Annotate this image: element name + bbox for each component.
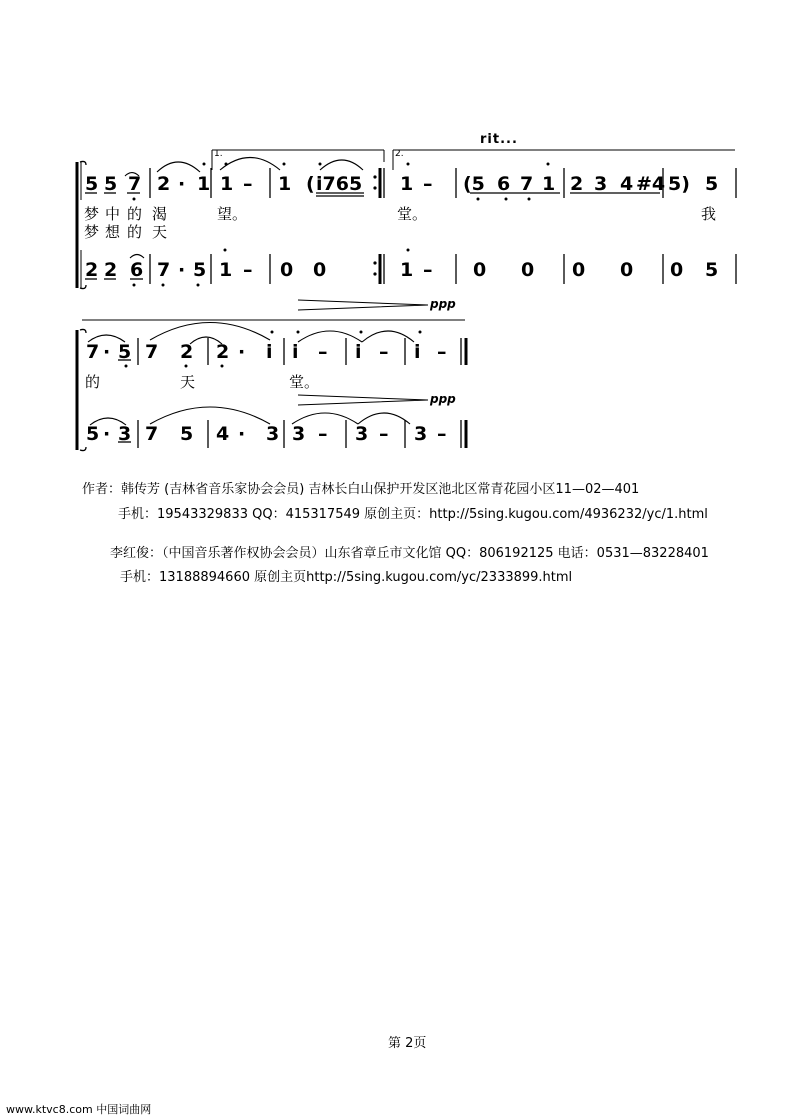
- note-dash: –: [437, 341, 447, 363]
- note: 0: [313, 259, 327, 281]
- note: i: [292, 341, 299, 363]
- note: 5: [193, 259, 207, 281]
- note: 5: [705, 173, 719, 195]
- watermark: www.ktvc8.com 中国词曲网: [6, 1103, 152, 1116]
- note-dash: –: [318, 423, 328, 445]
- note-dot: ·: [103, 341, 111, 363]
- note: 3: [355, 423, 369, 445]
- lyric: 的: [127, 205, 143, 223]
- note: 7: [145, 423, 159, 445]
- note: 3: [594, 173, 608, 195]
- note: 5: [86, 423, 100, 445]
- note: 1: [400, 173, 414, 195]
- note: 4: [620, 173, 634, 195]
- note: 7: [145, 341, 159, 363]
- note: 3: [292, 423, 306, 445]
- note: 2: [104, 259, 118, 281]
- slurs-lower-1: [130, 255, 144, 259]
- note: 2: [180, 341, 194, 363]
- note: 6: [130, 259, 144, 281]
- tempo-mark: rit...: [480, 132, 518, 147]
- note: 2: [157, 173, 171, 195]
- volta-2: [393, 150, 735, 170]
- volta-2-label: 2.: [395, 149, 404, 159]
- note: 1: [219, 259, 233, 281]
- dynamic-mark-upper: ppp: [430, 297, 456, 311]
- note-dot: ·: [178, 259, 186, 281]
- note: i: [355, 341, 362, 363]
- note: 7: [520, 173, 534, 195]
- lyric: 天: [180, 373, 196, 391]
- note: 2: [570, 173, 584, 195]
- note: 5: [118, 341, 132, 363]
- lyric: 渴: [152, 205, 168, 223]
- note: 2: [85, 259, 99, 281]
- note: 7: [157, 259, 171, 281]
- note: 3: [414, 423, 428, 445]
- note: 1: [542, 173, 556, 195]
- volta-1-label: 1.: [214, 149, 223, 159]
- note-dot: ·: [238, 341, 246, 363]
- note: 7: [128, 173, 142, 195]
- lyric: 望。: [217, 205, 248, 223]
- lyric: 的: [85, 373, 101, 391]
- note: 4: [216, 423, 230, 445]
- note-dash: –: [379, 341, 389, 363]
- note: (5: [463, 173, 485, 195]
- note-dot: ·: [178, 173, 186, 195]
- dynamic-mark-lower: ppp: [430, 392, 456, 406]
- note: 0: [280, 259, 294, 281]
- note: 0: [572, 259, 586, 281]
- repeat-dots-1: [373, 175, 376, 275]
- note-dash: –: [318, 341, 328, 363]
- note-group: i765: [316, 173, 363, 195]
- note: 5: [705, 259, 719, 281]
- note-dash: –: [423, 259, 433, 281]
- note: 2: [216, 341, 230, 363]
- lyric: 我: [701, 205, 717, 223]
- note: 3: [118, 423, 132, 445]
- lyric: 想: [105, 223, 121, 241]
- slurs-upper-2: [88, 323, 414, 345]
- note-dash: –: [437, 423, 447, 445]
- note-sharp: #4: [636, 173, 666, 195]
- lyric: 梦: [84, 205, 100, 223]
- lyric: 梦: [84, 223, 100, 241]
- lyric: 中: [105, 205, 121, 223]
- note: 3: [266, 423, 280, 445]
- note: 1: [197, 173, 211, 195]
- note: 5: [180, 423, 194, 445]
- note: i: [266, 341, 273, 363]
- note: 1: [220, 173, 234, 195]
- note: 0: [473, 259, 487, 281]
- note: 7: [86, 341, 100, 363]
- note: 5: [104, 173, 118, 195]
- note: 0: [521, 259, 535, 281]
- barlines-lower-1: [150, 254, 736, 284]
- note-dot: ·: [238, 423, 246, 445]
- note-dash: –: [243, 259, 253, 281]
- note-dash: –: [379, 423, 389, 445]
- lyric: 堂。: [397, 205, 428, 223]
- note-dash: –: [243, 173, 253, 195]
- octave-dots-2: [125, 331, 422, 368]
- note-dash: –: [423, 173, 433, 195]
- note: 5): [668, 173, 690, 195]
- lyric: 的: [127, 223, 143, 241]
- note-dot: ·: [103, 423, 111, 445]
- lyric: 天: [152, 223, 168, 241]
- lyric: 堂。: [289, 373, 320, 391]
- note: 1: [278, 173, 292, 195]
- composer-contact: 手机：13188894660 原创主页http://5sing.kugou.com/yc/2333899.html: [120, 570, 573, 585]
- note: 0: [620, 259, 634, 281]
- author-line: 作者：韩传芳 (吉林省音乐家协会会员) 吉林长白山保护开发区池北区常青花园小区11—02—401: [82, 482, 640, 497]
- note: 5: [85, 173, 99, 195]
- note: 6: [497, 173, 511, 195]
- note: i: [414, 341, 421, 363]
- page-number: 第 2页: [388, 1036, 427, 1051]
- author-contact: 手机：19543329833 QQ：415317549 原创主页：http://5sing.kugou.com/4936232/yc/1.html: [118, 507, 708, 522]
- note: 1: [400, 259, 414, 281]
- paren-open: (: [306, 173, 315, 195]
- composer-line: 李红俊：（中国音乐著作权协会会员）山东省章丘市文化馆 QQ：806192125 电话：0531—83228401: [110, 546, 709, 561]
- note: 0: [670, 259, 684, 281]
